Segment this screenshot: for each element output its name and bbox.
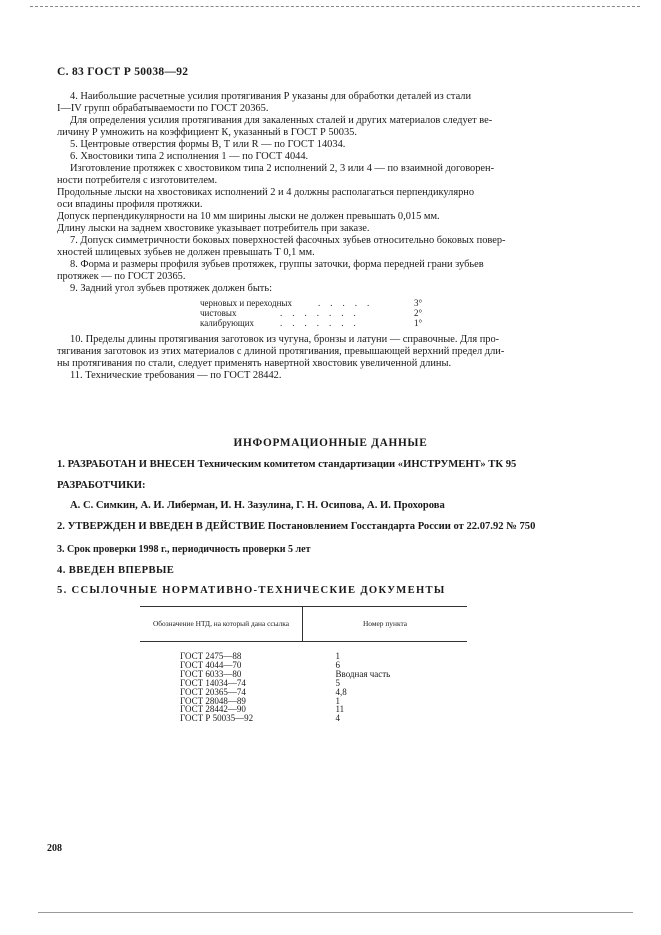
angle-value: 3° bbox=[414, 298, 423, 308]
para-6: 6. Хвостовики типа 2 исполнения 1 — по ГОСТ 4044. bbox=[70, 151, 309, 162]
reference-table bbox=[140, 606, 467, 723]
para-6-line4: Продольные лыски на хвостовиках исполнений 2 и 4 должны располагаться перпендикулярно bbox=[57, 187, 475, 198]
angle-label: чистовых bbox=[200, 308, 237, 318]
para-6-line2: Изготовление протяжек с хвостовиком типа 2 исполнений 2, 3 или 4 — по взаимной договорен- bbox=[70, 163, 495, 174]
page-header: С. 83 ГОСТ Р 50038—92 bbox=[57, 66, 189, 78]
top-rule bbox=[30, 6, 640, 7]
leader-dots: ....... bbox=[280, 318, 366, 328]
para-10-line2: тягивания заготовок из этих материалов с длиной протягивания, превышающей верхний предел дли- bbox=[57, 346, 505, 357]
developers-list: А. С. Симкин, А. И. Либерман, И. Н. Зазулина, Г. Н. Осипова, А. И. Прохорова bbox=[70, 500, 445, 511]
angle-row bbox=[200, 298, 430, 308]
angle-label: черновых и переходных bbox=[200, 298, 292, 308]
para-6-line5: оси впадины профиля протяжки. bbox=[57, 199, 203, 210]
para-4-line2: I—IV групп обрабатываемости по ГОСТ 20365. bbox=[57, 103, 269, 114]
table-row bbox=[140, 714, 467, 723]
col-clause-header: Номер пункта bbox=[303, 607, 468, 642]
table-header-row bbox=[140, 607, 467, 642]
leader-dots: ....... bbox=[280, 308, 366, 318]
angle-value: 2° bbox=[414, 308, 423, 318]
section-5: 5. ССЫЛОЧНЫЕ НОРМАТИВНО-ТЕХНИЧЕСКИЕ ДОКУМЕНТЫ bbox=[57, 585, 446, 596]
para-11: 11. Технические требования — по ГОСТ 28442. bbox=[70, 370, 282, 381]
clause-cell: 1 bbox=[335, 651, 340, 661]
clause-cell: Вводная часть bbox=[335, 668, 391, 679]
para-10: 10. Пределы длины протягивания заготовок из чугуна, бронзы и латуни — справочные. Для про- bbox=[70, 334, 500, 345]
ntd-cell: ГОСТ 6033—80 bbox=[180, 668, 242, 679]
page-number: 208 bbox=[47, 843, 62, 854]
para-6-line3: ности потребителя с изготовителем. bbox=[57, 175, 218, 186]
clause-cell: 5 bbox=[335, 677, 340, 688]
rake-angle-list bbox=[200, 298, 430, 328]
para-4-line1: 4. Наибольшие расчетные усилия протягивания Р указаны для обработки деталей из стали bbox=[70, 91, 472, 102]
leader-dots: ..... bbox=[318, 298, 380, 308]
para-4-line4: личину Р умножить на коэффициент К, указанный в ГОСТ Р 50035. bbox=[57, 127, 357, 138]
ntd-cell: ГОСТ 28048—89 bbox=[180, 695, 246, 706]
clause-cell: 4 bbox=[335, 713, 340, 724]
section-3: 3. Срок проверки 1998 г., периодичность проверки 5 лет bbox=[57, 544, 311, 555]
para-6-line7: Длину лыски на заднем хвостовике указывает потребитель при заказе. bbox=[57, 223, 370, 234]
section-4: 4. ВВЕДЕН ВПЕРВЫЕ bbox=[57, 565, 175, 576]
para-9: 9. Задний угол зубьев протяжек должен быть: bbox=[70, 283, 272, 294]
angle-row bbox=[200, 308, 430, 318]
para-4-line3: Для определения усилия протягивания для закаленных сталей и других материалов следует ве- bbox=[70, 115, 493, 126]
clause-cell: 4,8 bbox=[335, 686, 347, 697]
para-8: 8. Форма и размеры профиля зубьев протяжек, группы заточки, форма передней грани зубьев bbox=[70, 259, 484, 270]
ntd-cell: ГОСТ 20365—74 bbox=[180, 686, 246, 697]
ntd-cell: ГОСТ 28442—90 bbox=[180, 704, 246, 715]
para-10-line3: ны протягивания по стали, следует применять навертной хвостовик увеличенной длины. bbox=[57, 358, 452, 369]
clause-cell: 6 bbox=[335, 659, 340, 670]
para-6-line6: Допуск перпендикулярности на 10 мм ширины лыски не должен превышать 0,015 мм. bbox=[57, 211, 440, 222]
ntd-cell: ГОСТ 2475—88 bbox=[180, 651, 242, 661]
clause-cell: 1 bbox=[335, 695, 340, 706]
ntd-cell: ГОСТ Р 50035—92 bbox=[180, 713, 254, 724]
info-title: ИНФОРМАЦИОННЫЕ ДАННЫЕ bbox=[233, 437, 428, 449]
angle-value: 1° bbox=[414, 318, 423, 328]
section-2: 2. УТВЕРЖДЕН И ВВЕДЕН В ДЕЙСТВИЕ Постановлением Госстандарта России от 22.07.92 № 750 bbox=[57, 521, 536, 532]
ntd-cell: ГОСТ 14034—74 bbox=[180, 677, 246, 688]
para-5: 5. Центровые отверстия формы В, Т или R — по ГОСТ 14034. bbox=[70, 139, 346, 150]
clause-cell: 11 bbox=[335, 704, 345, 715]
para-8-line2: протяжек — по ГОСТ 20365. bbox=[57, 271, 186, 282]
para-7: 7. Допуск симметричности боковых поверхностей фасочных зубьев относительно боковых повер- bbox=[70, 235, 506, 246]
para-7-line2: хностей шлицевых зубьев не должен превышать Т 0,1 мм. bbox=[57, 247, 315, 258]
section-1: 1. РАЗРАБОТАН И ВНЕСЕН Техническим комитетом стандартизации «ИНСТРУМЕНТ» ТК 95 bbox=[57, 459, 517, 470]
developers-heading: РАЗРАБОТЧИКИ: bbox=[57, 480, 146, 491]
angle-label: калибрующих bbox=[200, 318, 255, 328]
bottom-rule bbox=[38, 912, 633, 913]
angle-row bbox=[200, 318, 430, 328]
col-designation-header: Обозначение НТД, на который дана ссылка bbox=[140, 607, 303, 642]
ntd-cell: ГОСТ 4044—70 bbox=[180, 659, 242, 670]
